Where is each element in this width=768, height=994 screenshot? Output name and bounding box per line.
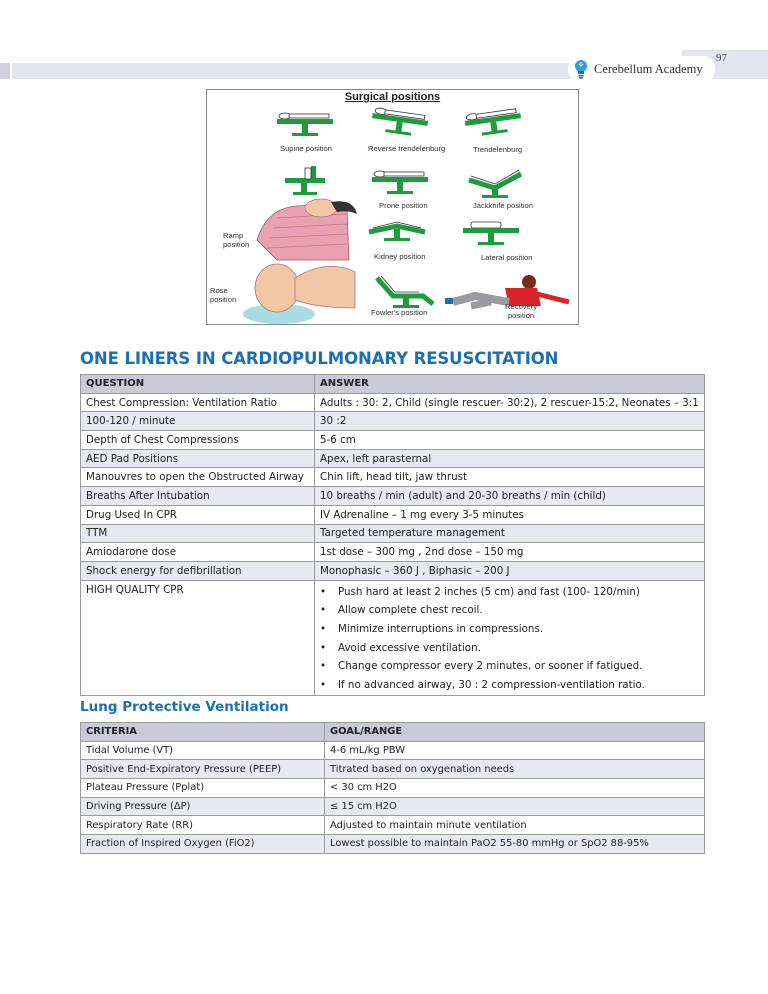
table-row [81,505,705,524]
table-cell: Fraction of Inspired Oxygen (FiO2) [81,835,325,854]
figure-title: Surgical positions [344,91,441,103]
list-item: • Allow complete chest recoil. [320,601,699,620]
table-cell: Titrated based on oxygenation needs [325,760,705,779]
table-cell: TTM [81,524,315,543]
table-row [81,561,705,580]
bullet-list [320,583,699,695]
table-cell: Lowest possible to maintain PaO2 55-80 mmHg or SpO2 88-95% [325,835,705,854]
table-cell: 4-6 mL/kg PBW [325,741,705,760]
brand-name: Cerebellum Academy [594,61,703,76]
table-row [81,393,705,412]
table-row [81,779,705,798]
page-number: 97 [716,52,727,64]
table-cell: Apex, left parasternal [315,449,705,468]
column-header: QUESTION [81,375,315,394]
table-row [81,468,705,487]
list-item: • Minimize interruptions in compressions. [320,620,699,639]
table-row [81,741,705,760]
sitting-illustration [285,166,325,195]
table-cell: Manouvres to open the Obstructed Airway [81,468,315,487]
label-ramp: Ramp position [223,231,250,249]
table-cell: Chest Compression: Ventilation Ratio [81,393,315,412]
rose-illustration [243,264,355,324]
list-item: • Change compressor every 2 minutes, or sooner if fatigued. [320,657,699,676]
label-jackknife: Jackknife position [473,201,533,210]
table-row [81,797,705,816]
table-cell: Amiodarone dose [81,543,315,562]
label-kidney: Kidney position [374,252,426,261]
table-cell: IV Adrenaline – 1 mg every 3-5 minutes [315,505,705,524]
table-cell: 10 breaths / min (adult) and 20-30 breaths / min (child) [315,487,705,506]
lightbulb-icon [572,58,590,80]
lpv-header-row [81,723,705,742]
table-cell: Adjusted to maintain minute ventilation [325,816,705,835]
ramp-illustration [257,199,357,260]
table-cell: Targeted temperature management [315,524,705,543]
label-prone: Prone position [379,201,428,210]
lpv-table [80,722,705,854]
column-header: GOAL/RANGE [325,723,705,742]
lateral-illustration [463,222,519,245]
list-item: • Push hard at least 2 inches (5 cm) and fast (100- 120/min) [320,583,699,602]
cpr-header-row [81,375,705,394]
column-header: CRITERIA [81,723,325,742]
table-row [81,816,705,835]
table-row [81,524,705,543]
kidney-illustration [369,222,425,241]
brand [568,56,715,82]
table-row [81,760,705,779]
table-row [81,487,705,506]
table-row [81,412,705,431]
label-trendelenburg: Trendelenburg [473,145,523,154]
table-row [81,835,705,854]
table-cell: Chin lift, head tilt, jaw thrust [315,468,705,487]
table-cell: 30 :2 [315,412,705,431]
table-cell: Shock energy for defibrillation [81,561,315,580]
lpv-heading: Lung Protective Ventilation [80,699,289,715]
table-cell: Monophasic – 360 J , Biphasic – 200 J [315,561,705,580]
table-cell [315,580,705,695]
label-rose: Rose position [210,286,237,304]
table-cell: < 30 cm H2O [325,779,705,798]
table-cell: Adults : 30: 2, Child (single rescuer- 30:2), 2 rescuer-15:2, Neonates – 3:1 [315,393,705,412]
cpr-table [80,374,705,696]
fowlers-illustration [377,276,433,308]
table-row [81,431,705,450]
prone-illustration [372,171,428,194]
table-cell: 1st dose – 300 mg , 2nd dose – 150 mg [315,543,705,562]
table-cell: ≤ 15 cm H2O [325,797,705,816]
list-item: • If no advanced airway, 30 : 2 compression-ventilation ratio. [320,676,699,695]
table-cell: Drug Used In CPR [81,505,315,524]
label-lateral: Lateral position [481,253,533,262]
table-cell: HIGH QUALITY CPR [81,580,315,695]
supine-illustration [277,113,333,136]
table-cell: Breaths After Intubation [81,487,315,506]
jackknife-illustration [469,170,521,198]
cpr-heading: ONE LINERS IN CARDIOPULMONARY RESUSCITATION [80,349,559,368]
table-row [81,449,705,468]
header-band-accent [0,63,12,79]
list-item: • Avoid excessive ventilation. [320,639,699,658]
table-cell: AED Pad Positions [81,449,315,468]
label-recovery: Recovery position [505,302,538,320]
column-header: ANSWER [315,375,705,394]
table-cell: 5-6 cm [315,431,705,450]
table-cell: Positive End-Expiratory Pressure (PEEP) [81,760,325,779]
table-cell: Driving Pressure (ΔP) [81,797,325,816]
table-cell: Tidal Volume (VT) [81,741,325,760]
table-cell: Plateau Pressure (Pplat) [81,779,325,798]
table-cell: Depth of Chest Compressions [81,431,315,450]
table-cell: 100-120 / minute [81,412,315,431]
label-reverse-trendelenburg: Reverse trendelenburg [368,144,446,153]
table-row [81,580,705,695]
trendelenburg-illustration [464,107,523,138]
table-row [81,543,705,562]
surgical-positions-figure [206,89,579,325]
reverse-trendelenburg-illustration [370,107,429,138]
label-supine: Supine position [280,144,332,153]
table-cell: Respiratory Rate (RR) [81,816,325,835]
label-fowlers: Fowler's position [371,308,428,317]
